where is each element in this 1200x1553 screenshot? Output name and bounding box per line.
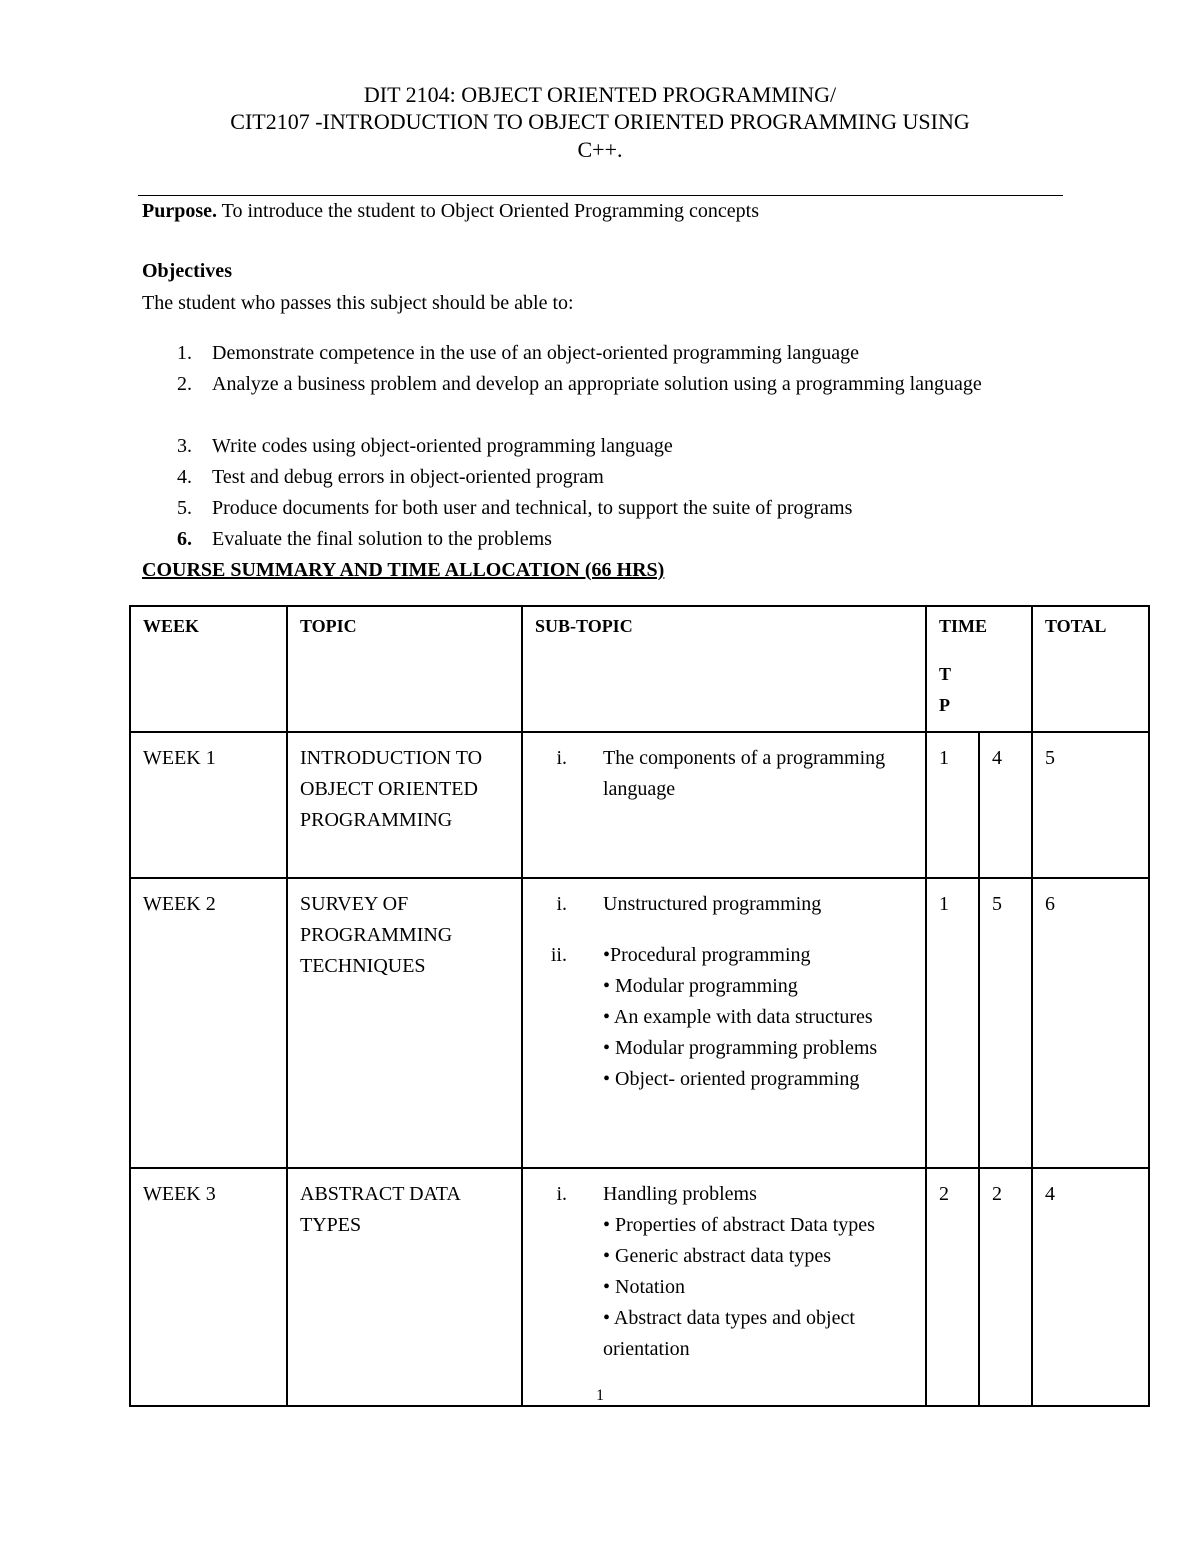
page-number: 1 xyxy=(596,1387,604,1404)
title-rule xyxy=(138,195,1063,196)
p-cell: 5 xyxy=(979,878,1032,1168)
header-time xyxy=(926,606,1032,732)
subtopic-line: • Object- oriented programming xyxy=(603,1068,860,1090)
subtopic-text: The components of a programming language xyxy=(603,747,886,800)
table-row xyxy=(130,1168,1149,1406)
subtopic-cell xyxy=(522,732,926,878)
table-row xyxy=(130,732,1149,878)
subtopic-numeral: i. xyxy=(556,1183,567,1205)
title-line-3: C++. xyxy=(577,137,623,162)
title-line-1: DIT 2104: OBJECT ORIENTED PROGRAMMING/ xyxy=(363,82,837,107)
total-cell: 4 xyxy=(1032,1168,1149,1406)
total-cell: 6 xyxy=(1032,878,1149,1168)
subtopic-numeral: i. xyxy=(556,893,567,915)
header-total: TOTAL xyxy=(1032,606,1149,732)
week-cell: WEEK 3 xyxy=(130,1168,287,1406)
objective-text: Evaluate the final solution to the problems xyxy=(212,528,552,550)
p-cell: 4 xyxy=(979,732,1032,878)
subtopic-numeral: ii. xyxy=(550,944,567,966)
objectives-intro: The student who passes this subject should be able to: xyxy=(142,292,574,314)
subtopic-line: • Abstract data types and object orientation xyxy=(603,1307,855,1360)
title-line-2: CIT2107 -INTRODUCTION TO OBJECT ORIENTED PROGRAMMING USING xyxy=(230,109,970,134)
subtopic-text: Unstructured programming xyxy=(603,893,822,915)
subtopic-cell xyxy=(522,878,926,1168)
objective-number: 2. xyxy=(177,373,192,395)
subtopic-line: • Notation xyxy=(603,1276,685,1298)
week-cell: WEEK 1 xyxy=(130,732,287,878)
objective-number: 6. xyxy=(177,528,192,550)
objective-number: 5. xyxy=(177,497,192,519)
t-cell: 1 xyxy=(926,878,979,1168)
subtopic-numeral: i. xyxy=(556,747,567,769)
subtopic-cell xyxy=(522,1168,926,1406)
topic-cell: ABSTRACT DATA TYPES xyxy=(287,1168,522,1406)
table-header-row xyxy=(130,606,1149,732)
t-cell: 2 xyxy=(926,1168,979,1406)
subtopic-line: • Generic abstract data types xyxy=(603,1245,832,1267)
objective-text: Produce documents for both user and technical, to support the suite of programs xyxy=(212,497,853,519)
purpose-text: To introduce the student to Object Oriented Programming concepts xyxy=(217,200,759,222)
p-cell: 2 xyxy=(979,1168,1032,1406)
objective-text: Analyze a business problem and develop an appropriate solution using a programming language xyxy=(212,373,982,395)
purpose-label: Purpose. xyxy=(142,200,217,222)
purpose-paragraph xyxy=(142,199,759,223)
subtopic-line: • Modular programming xyxy=(603,975,798,997)
subtopic-line: • Modular programming problems xyxy=(603,1037,878,1059)
total-cell: 5 xyxy=(1032,732,1149,878)
table-row xyxy=(130,878,1149,1168)
week-cell: WEEK 2 xyxy=(130,878,287,1168)
subtopic-line: Handling problems xyxy=(603,1183,757,1205)
topic-cell: SURVEY OF PROGRAMMING TECHNIQUES xyxy=(287,878,522,1168)
header-subtopic: SUB-TOPIC xyxy=(522,606,926,732)
objective-text: Write codes using object-oriented programming language xyxy=(212,435,673,457)
header-time-label: TIME xyxy=(939,616,988,636)
objective-number: 1. xyxy=(177,342,192,364)
course-summary-heading: COURSE SUMMARY AND TIME ALLOCATION (66 HRS) xyxy=(142,559,665,581)
header-p: P xyxy=(939,695,950,715)
header-week: WEEK xyxy=(130,606,287,732)
header-t: T xyxy=(939,664,952,684)
objective-number: 3. xyxy=(177,435,192,457)
course-summary-table xyxy=(129,605,1150,1407)
subtopic-line: • An example with data structures xyxy=(603,1006,873,1028)
t-cell: 1 xyxy=(926,732,979,878)
subtopic-line: •Procedural programming xyxy=(603,944,811,966)
header-topic: TOPIC xyxy=(287,606,522,732)
objective-number: 4. xyxy=(177,466,192,488)
topic-cell: INTRODUCTION TO OBJECT ORIENTED PROGRAMMING xyxy=(287,732,522,878)
objective-text: Test and debug errors in object-oriented program xyxy=(212,466,604,488)
objectives-heading: Objectives xyxy=(142,260,232,282)
objective-text: Demonstrate competence in the use of an object-oriented programming language xyxy=(212,342,859,364)
subtopic-line: • Properties of abstract Data types xyxy=(603,1214,875,1236)
